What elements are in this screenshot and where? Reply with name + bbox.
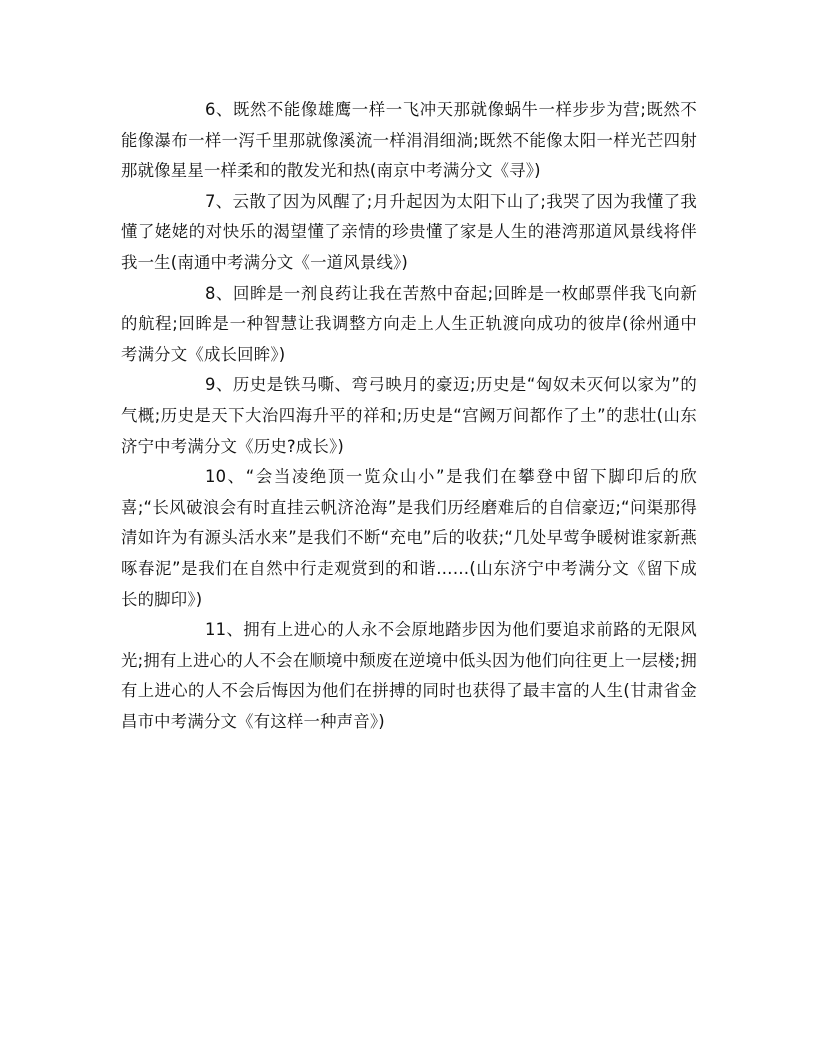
paragraph-9: 9、历史是铁马嘶、弯弓映月的豪迈;历史是“匈奴未灭何以家为”的气概;历史是天下大治四海升平的祥和;历史是“宫阙万间都作了土”的悲壮(山东济宁中考满分文《历史?成长》) <box>121 375 697 456</box>
paragraph-10: 10、“会当凌绝顶一览众山小”是我们在攀登中留下脚印后的欣喜;“长风破浪会有时直挂云帆济沧海”是我们历经磨难后的自信豪迈;“问渠那得清如许为有源头活水来”是我们不断“充电”后的收获;“几处早莺争暖树谁家新燕啄春泥”是我们在自然中行走观赏到的和谐……(山东济宁中考满分文《留下成长的脚印》) <box>121 467 697 609</box>
paragraph-6: 6、既然不能像雄鹰一样一飞冲天那就像蜗牛一样步步为营;既然不能像瀑布一样一泻千里那就像溪流一样涓涓细淌;既然不能像太阳一样光芒四射那就像星星一样柔和的散发光和热(南京中考满分文《寻》) <box>121 100 697 181</box>
document-body <box>121 95 697 737</box>
paragraph-7: 7、云散了因为风醒了;月升起因为太阳下山了;我哭了因为我懂了我懂了姥姥的对快乐的渴望懂了亲情的珍贵懂了家是人生的港湾那道风景线将伴我一生(南通中考满分文《一道风景线》) <box>121 191 697 272</box>
paragraph-8: 8、回眸是一剂良药让我在苦熬中奋起;回眸是一枚邮票伴我飞向新的航程;回眸是一种智慧让我调整方向走上人生正轨渡向成功的彼岸(徐州通中考满分文《成长回眸》) <box>121 283 697 364</box>
paragraph-11: 11、拥有上进心的人永不会原地踏步因为他们要追求前路的无限风光;拥有上进心的人不会在顺境中颓废在逆境中低头因为他们向往更上一层楼;拥有上进心的人不会后悔因为他们在拼搏的同时也获得了最丰富的人生(甘肃省金昌市中考满分文《有这样一种声音》) <box>121 620 697 731</box>
